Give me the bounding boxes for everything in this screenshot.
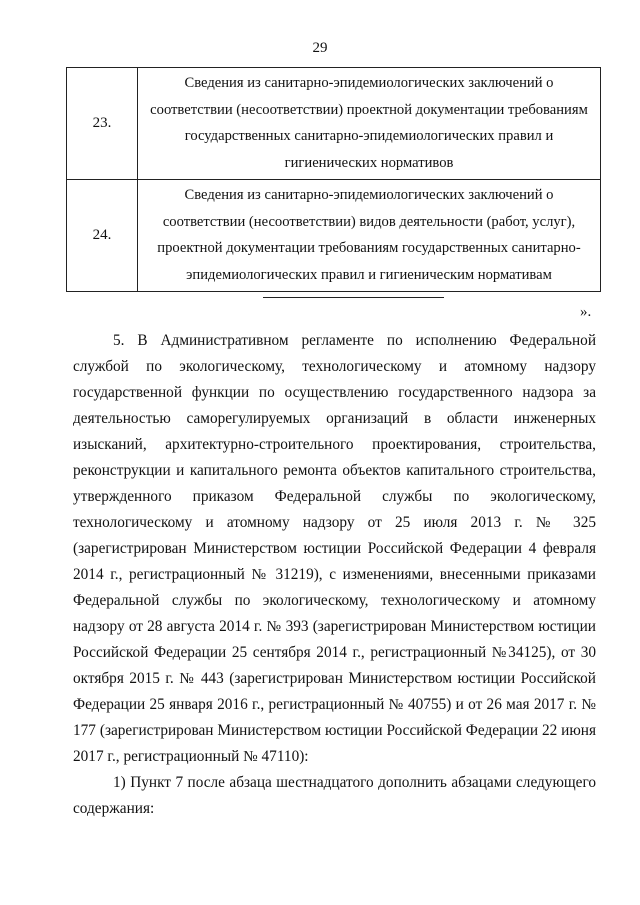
body-text	[73, 328, 596, 822]
row-number: 24.	[67, 180, 138, 292]
requirements-table	[66, 67, 601, 292]
closing-quote: ».	[580, 304, 592, 320]
row-number: 23.	[67, 68, 138, 180]
paragraph-5-1: 1) Пункт 7 после абзаца шестнадцатого дополнить абзацами следующего содержания:	[73, 774, 596, 817]
separator-line	[263, 297, 444, 298]
page-number: 29	[312, 40, 328, 56]
paragraph-5: 5. В Административном регламенте по исполнению Федеральной службой по экологическому, технологическому и атомному надзору государственной функции по осуществлению государственного надзора за деятельностью саморегулируемых организаций в области инженерных изысканий, архитектурно-строительного проектирования, строительства, реконструкции и капитального ремонта объектов капитального строительства, утвержденного приказом Федеральной службы по экологическому, технологическому и атомному надзору от 25 июля 2013 г. № 325 (зарегистрирован Министерством юстиции Российской Федерации 4 февраля 2014 г., регистрационный № 31219), с изменениями, внесенными приказами Федеральной службы по экологическому, технологическому и атомному надзору от 28 августа 2014 г. № 393 (зарегистрирован Министерством юстиции Российской Федерации 25 сентября 2014 г., регистрационный №34125), от 30 октября 2015 г. № 443 (зарегистрирован Министерством юстиции Российской Федерации 25 января 2016 г., регистрационный № 40755) и от 26 мая 2017 г. № 177 (зарегистрирован Министерством юстиции Российской Федерации 22 июня 2017 г., регистрационный № 47110):	[73, 332, 596, 765]
table-row	[67, 68, 601, 180]
table-row	[67, 180, 601, 292]
row-text: Сведения из санитарно-эпидемиологических заключений о соответствии (несоответствии) проектной документации требованиям государственных санитарно-эпидемиологических правил и гигиенических нормативов	[138, 68, 601, 180]
row-text: Сведения из санитарно-эпидемиологических заключений о соответствии (несоответствии) видов деятельности (работ, услуг), проектной документации требованиям государственных санитарно-эпидемиологических правил и гигиеническим нормативам	[138, 180, 601, 292]
